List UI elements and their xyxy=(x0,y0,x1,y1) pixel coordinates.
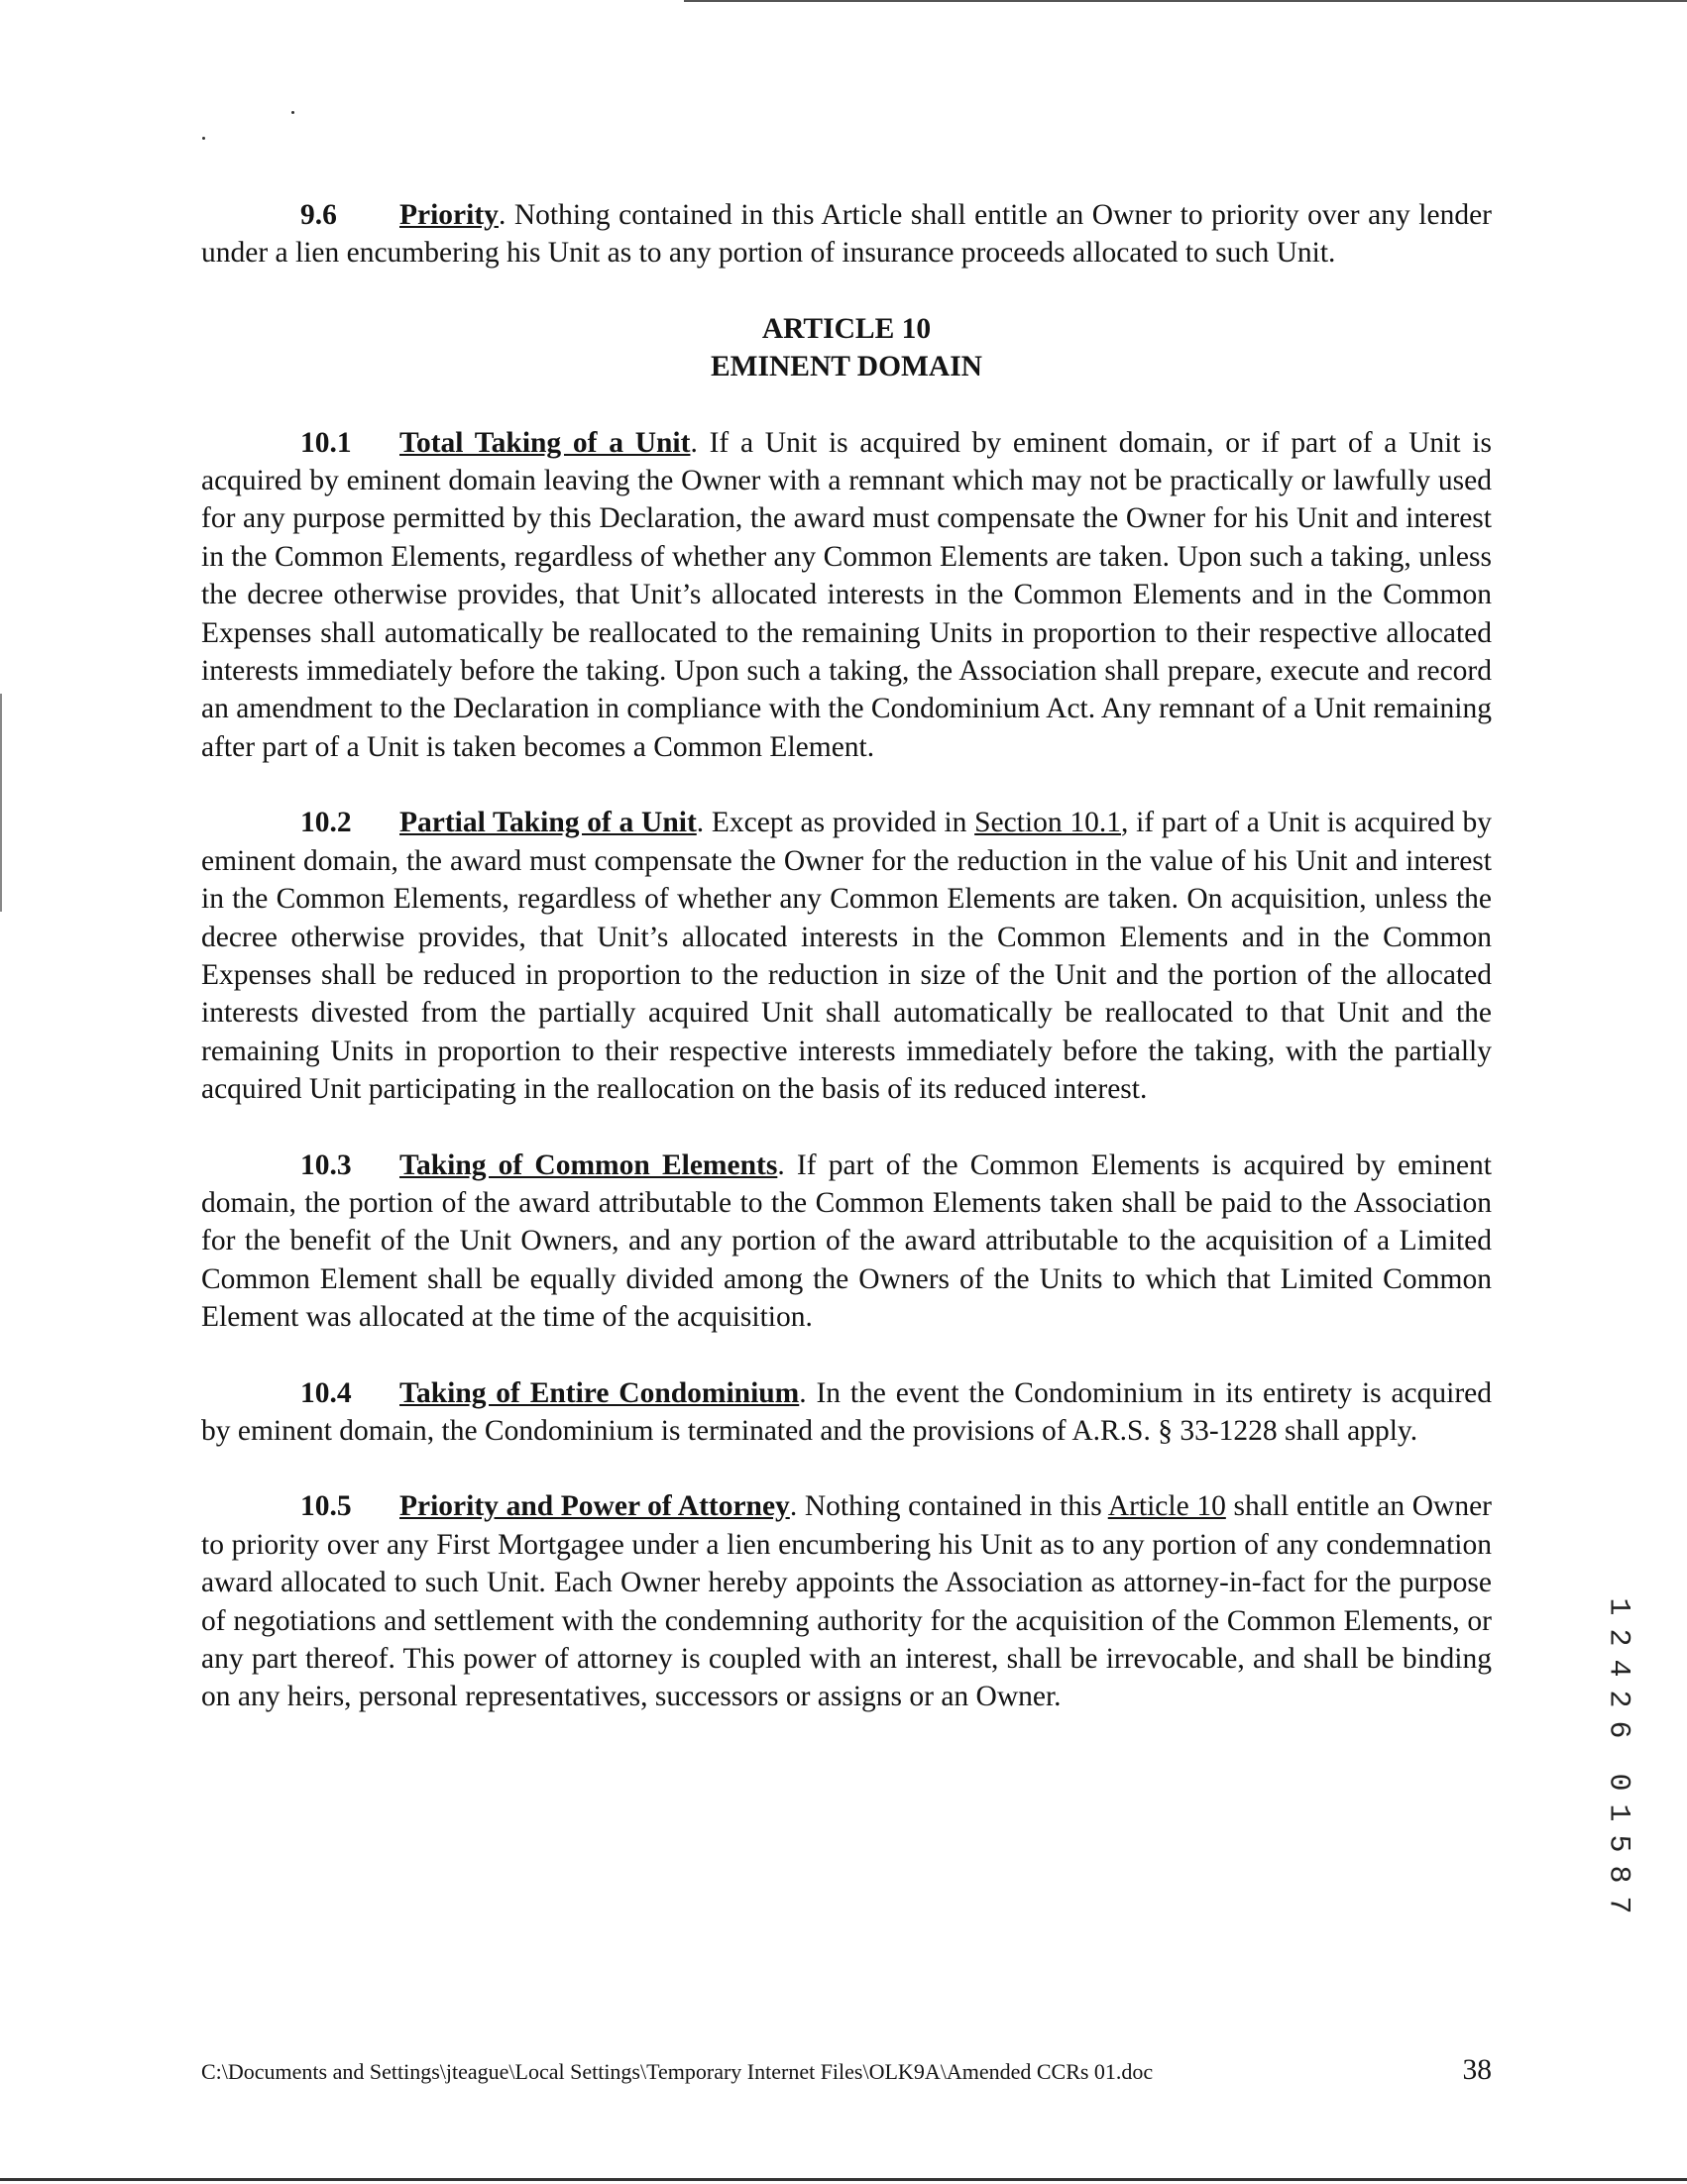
recording-stamp xyxy=(1598,1591,1637,1920)
section-text: . If part of the Common Elements is acquired by eminent domain, the portion of the award attributable to the Common Elements taken shall be paid to the Association for the benefit of the Unit Owners, and any portion of the award attributable to the acquisition of a Limited Common Element shall be equally divided among the Owners of the Units to which that Limited Common Element was allocated at the time of the acquisition. xyxy=(201,1148,1492,1334)
section-title: Taking of Entire Condominium xyxy=(399,1376,800,1409)
section-number: 10.2 xyxy=(300,807,352,839)
section-text: . Nothing contained in this Article shall entitle an Owner to priority over any lender under a lien encumbering his Unit as to any portion of insurance proceeds allocated to such Unit. xyxy=(201,199,1492,270)
section-9-6 xyxy=(201,196,1492,273)
section-number: 10.3 xyxy=(300,1148,352,1181)
section-title: Total Taking of a Unit xyxy=(399,426,691,459)
stamp-digit: 5 xyxy=(1601,1834,1635,1853)
section-title: Priority xyxy=(399,199,499,231)
article-number: ARTICLE 10 xyxy=(761,312,932,345)
article-title: EMINENT DOMAIN xyxy=(711,351,982,383)
footer-file-path: C:\Documents and Settings\jteague\Local Settings\Temporary Internet Files\OLK9A\Amended CCRs 01.doc xyxy=(201,2059,1154,2084)
page-number: 38 xyxy=(1462,2054,1492,2086)
stamp-digit: 7 xyxy=(1601,1896,1635,1914)
stamp-digit: 0 xyxy=(1601,1773,1635,1792)
stamp-digit: 2 xyxy=(1601,1628,1635,1647)
section-text: , if part of a Unit is acquired by eminent domain, the award must compensate the Owner for the reduction in the value of his Unit and interest in the Common Elements, regardless of whether any Common Elements are taken. On acquisition, unless the decree otherwise provides, that Unit’s allocated interests in the Common Elements and in the Common Expenses shall be reduced in proportion to the reduction in size of the Unit and the portion of the allocated interests divested from the partially acquired Unit shall automatically be reallocated to that Unit and the remaining Units in proportion to their respective interests immediately before the taking, with the partially acquired Unit participating in the reallocation on the basis of its reduced interest. xyxy=(201,807,1492,1106)
stamp-digit: 4 xyxy=(1601,1659,1635,1678)
section-number: 10.1 xyxy=(300,426,352,459)
section-text: . If a Unit is acquired by eminent domain, or if part of a Unit is acquired by eminent domain leaving the Owner with a remnant which may not be practically or lawfully used for any purpose permitted by this Declaration, the award must compensate the Owner for his Unit and interest in the Common Elements, regardless of whether any Common Elements are taken. Upon such a taking, unless the decree otherwise provides, that Unit’s allocated interests in the Common Elements and in the Common Expenses shall automatically be reallocated to the remaining Units in proportion to their respective allocated interests immediately before the taking. Upon such a taking, the Association shall prepare, execute and record an amendment to the Declaration in compliance with the Condominium Act. Any remnant of a Unit remaining after part of a Unit is taken becomes a Common Element. xyxy=(201,426,1492,763)
scan-speck xyxy=(202,137,205,140)
scan-speck xyxy=(291,111,294,114)
section-title: Taking of Common Elements xyxy=(399,1148,778,1181)
scan-edge-left xyxy=(0,694,2,912)
section-10-4 xyxy=(201,1374,1492,1451)
section-number: 10.5 xyxy=(300,1490,352,1523)
section-10-5 xyxy=(201,1487,1492,1715)
section-text: shall entitle an Owner to priority over any First Mortgagee under a lien encumbering his Unit as to any portion of any condemnation award allocated to such Unit. Each Owner hereby appoints the Association as attorney-in-fact for the purpose of negotiations and settlement with the condemning authority for the acquisition of the Common Elements, or any part thereof. This power of attorney is coupled with an interest, shall be irrevocable, and shall be binding on any heirs, personal representatives, successors or assigns or an Owner. xyxy=(201,1490,1492,1713)
section-number: 9.6 xyxy=(300,199,337,231)
section-title: Priority and Power of Attorney xyxy=(399,1490,790,1523)
section-reference: Section 10.1 xyxy=(974,807,1121,839)
scan-edge-top xyxy=(684,0,1687,2)
document-body xyxy=(201,196,1492,1716)
section-text: . Nothing contained in this xyxy=(789,1490,1108,1523)
stamp-digit: 6 xyxy=(1601,1720,1635,1739)
stamp-digit: 8 xyxy=(1601,1865,1635,1884)
section-10-3 xyxy=(201,1147,1492,1337)
section-text: . In the event the Condominium in its entirety is acquired by eminent domain, the Condominium is terminated and the provisions of A.R.S. § 33-1228 shall apply. xyxy=(201,1376,1492,1447)
section-text: . Except as provided in xyxy=(696,807,975,839)
stamp-digit: 1 xyxy=(1601,1597,1635,1616)
scan-edge-bottom xyxy=(0,2178,1687,2181)
section-title: Partial Taking of a Unit xyxy=(399,807,697,839)
stamp-digit: 1 xyxy=(1601,1803,1635,1822)
section-10-1 xyxy=(201,424,1492,767)
section-10-2 xyxy=(201,804,1492,1108)
section-number: 10.4 xyxy=(300,1376,352,1409)
stamp-digit: 2 xyxy=(1601,1690,1635,1708)
section-reference: Article 10 xyxy=(1107,1490,1226,1523)
